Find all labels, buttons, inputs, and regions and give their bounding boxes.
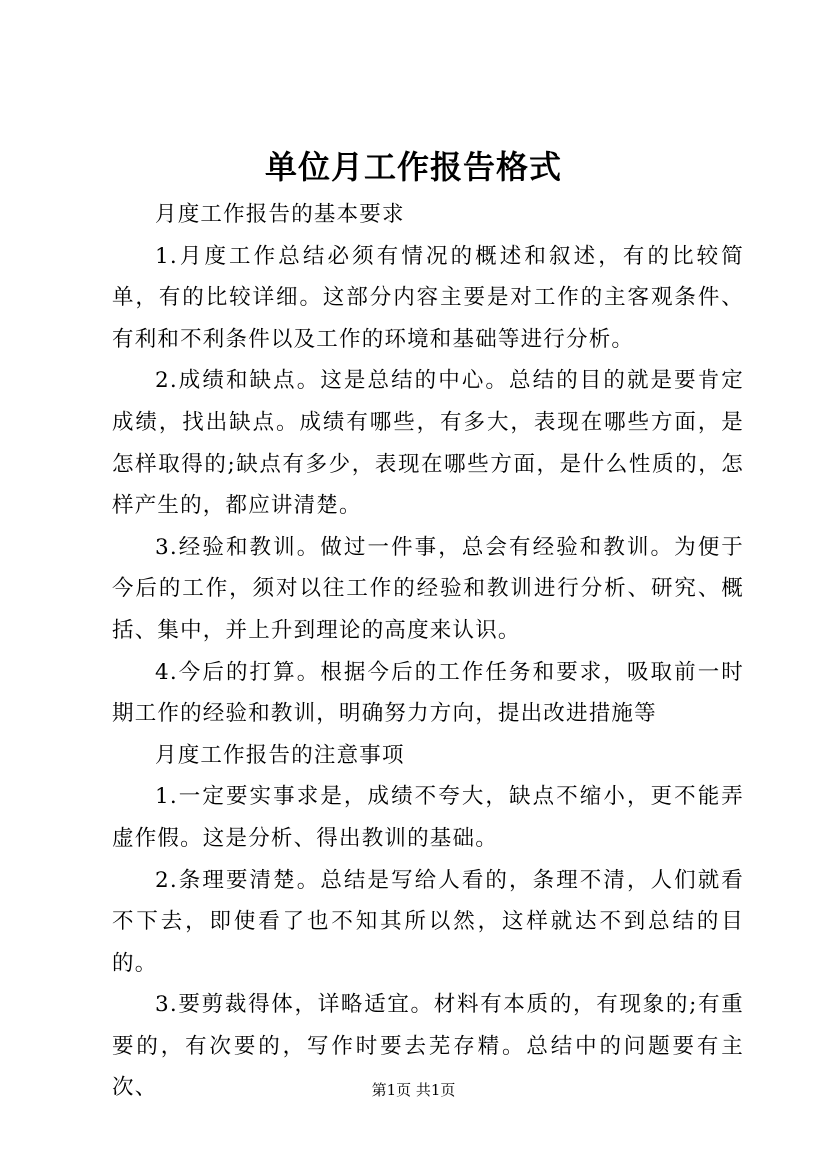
paragraph: 3.经验和教训。做过一件事，总会有经验和教训。为便于今后的工作，须对以往工作的经验和教训进行分析、研究、概括、集中，并上升到理论的高度来认识。 (112, 534, 744, 643)
section-heading: 月度工作报告的基本要求 (155, 202, 405, 227)
page-footer: 第1页 共1页 (371, 1081, 456, 1099)
paragraph: 1.月度工作总结必须有情况的概述和叙述，有的比较简单，有的比较详细。这部分内容主要是对工作的主客观条件、有利和不利条件以及工作的环境和基础等进行分析。 (112, 243, 744, 352)
paragraph: 2.条理要清楚。总结是写给人看的，条理不清，人们就看不下去，即使看了也不知其所以然，这样就达不到总结的目的。 (112, 867, 744, 976)
document-body (112, 194, 744, 1109)
document-title: 单位月工作报告格式 (264, 148, 562, 186)
paragraph: 2.成绩和缺点。这是总结的中心。总结的目的就是要肯定成绩，找出缺点。成绩有哪些，有多大，表现在哪些方面，是怎样取得的;缺点有多少，表现在哪些方面，是什么性质的，怎样产生的，都应讲清楚。 (112, 368, 744, 519)
paragraph: 1.一定要实事求是，成绩不夸大，缺点不缩小，更不能弄虚作假。这是分析、得出教训的基础。 (112, 784, 744, 851)
paragraph: 4.今后的打算。根据今后的工作任务和要求，吸取前一时期工作的经验和教训，明确努力方向，提出改进措施等 (112, 659, 744, 727)
section-heading: 月度工作报告的注意事项 (155, 742, 405, 768)
paragraph: 3.要剪裁得体，详略适宜。材料有本质的，有现象的;有重要的，有次要的，写作时要去芜存精。总结中的问题要有主次、 (112, 992, 744, 1101)
